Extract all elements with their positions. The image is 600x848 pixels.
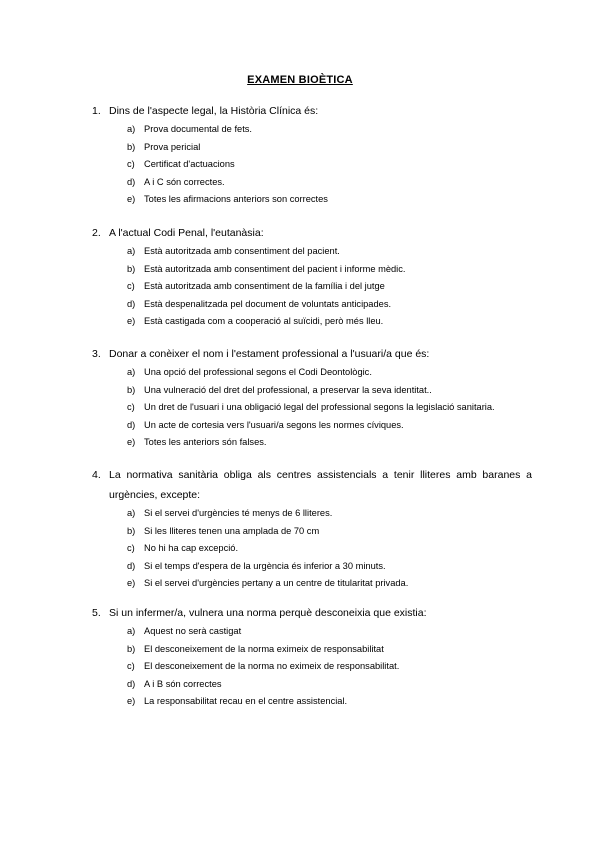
option-b: [92, 139, 532, 157]
option-text: Està autoritzada amb consentiment del pacient i informe mèdic.: [144, 263, 406, 274]
option-list: [92, 243, 532, 331]
option-text: No hi ha cap excepció.: [144, 543, 239, 553]
option-text: Totes les anteriors són falses.: [144, 437, 267, 447]
question-number: 4.: [92, 469, 101, 481]
option-letter: d): [127, 298, 136, 309]
option-text: Una opció del professional segons el Codi Deontològic.: [144, 367, 372, 377]
option-e: [92, 191, 532, 209]
option-e: [92, 575, 532, 593]
option-text: Està despenalitzada pel document de voluntats anticipades.: [144, 298, 392, 309]
option-a: [92, 623, 532, 641]
question-number: 3.: [92, 348, 101, 360]
option-letter: d): [127, 678, 136, 689]
option-a: [92, 505, 532, 523]
question-number: 1.: [92, 105, 101, 117]
option-b: [92, 261, 532, 279]
option-a: [92, 364, 532, 382]
question-4: [92, 465, 532, 593]
option-text: Si el servei d'urgències té menys de 6 lliteres.: [144, 508, 333, 518]
option-a: [92, 243, 532, 261]
option-text: Està autoritzada amb consentiment del pacient.: [144, 246, 340, 256]
option-text: El desconeixement de la norma eximeix de responsabilitat: [144, 643, 384, 654]
question-1: [92, 101, 532, 209]
option-letter: e): [127, 437, 136, 447]
question-number: 2.: [92, 227, 101, 239]
option-letter: b): [127, 141, 136, 152]
option-text: La responsabilitat recau en el centre assistencial.: [144, 696, 348, 706]
option-text: Aquest no serà castigat: [144, 626, 242, 636]
option-letter: d): [127, 176, 136, 187]
option-text: Està castigada com a cooperació al suïcidi, però més lleu.: [144, 316, 384, 326]
option-text: Un dret de l'usuari i una obligació legal del professional segons la legislació sanitaria.: [144, 402, 495, 412]
option-text: Certificat d'actuacions: [144, 159, 235, 169]
option-letter: b): [127, 525, 136, 536]
option-list: [92, 623, 532, 711]
option-list: [92, 364, 532, 452]
question-text: Dins de l'aspecte legal, la Història Clínica és:: [109, 105, 319, 117]
option-letter: b): [127, 384, 136, 395]
question-5: [92, 603, 532, 711]
option-letter: a): [127, 124, 136, 134]
option-letter: a): [127, 626, 136, 636]
option-list: [92, 505, 532, 593]
option-b: [92, 641, 532, 659]
option-text: Prova pericial: [144, 141, 201, 152]
option-c: [92, 658, 532, 676]
option-text: Totes les afirmacions anteriors son correctes: [144, 194, 328, 204]
option-letter: e): [127, 316, 136, 326]
question-text: A l'actual Codi Penal, l'eutanàsia:: [109, 227, 264, 239]
option-e: [92, 313, 532, 331]
option-c: [92, 156, 532, 174]
option-text: A i B són correctes: [144, 678, 222, 689]
option-d: [92, 558, 532, 576]
option-letter: c): [127, 402, 135, 412]
option-text: El desconeixement de la norma no eximeix de responsabilitat.: [144, 661, 400, 671]
option-letter: c): [127, 281, 135, 291]
option-d: [92, 174, 532, 192]
option-text: A i C són correctes.: [144, 176, 225, 187]
option-d: [92, 417, 532, 435]
question-number: 5.: [92, 607, 101, 619]
option-letter: e): [127, 578, 136, 588]
option-letter: c): [127, 543, 135, 553]
question-3: [92, 344, 532, 452]
option-text: Un acte de cortesia vers l'usuari/a segons les normes cíviques.: [144, 419, 404, 430]
option-b: [92, 382, 532, 400]
option-list: [92, 121, 532, 209]
page-title: EXAMEN BIOÈTICA: [247, 74, 353, 86]
option-e: [92, 434, 532, 452]
question-stem: [92, 223, 532, 243]
question-text: Si un infermer/a, vulnera una norma perquè desconeixia que existia:: [109, 607, 427, 619]
option-letter: b): [127, 643, 136, 654]
option-text: Si el temps d'espera de la urgència és inferior a 30 minuts.: [144, 560, 386, 571]
option-letter: a): [127, 508, 136, 518]
option-c: [92, 540, 532, 558]
option-letter: c): [127, 661, 135, 671]
option-letter: d): [127, 560, 136, 571]
option-text: Una vulneració del dret del professional, a preservar la seva identitat..: [144, 384, 432, 395]
option-text: Prova documental de fets.: [144, 124, 253, 134]
option-text: Està autoritzada amb consentiment de la família i del jutge: [144, 281, 385, 291]
option-d: [92, 296, 532, 314]
option-c: [92, 278, 532, 296]
option-letter: a): [127, 367, 136, 377]
option-letter: d): [127, 419, 136, 430]
option-c: [92, 399, 532, 417]
option-e: [92, 693, 532, 711]
option-text: Si el servei d'urgències pertany a un centre de titularitat privada.: [144, 578, 409, 588]
option-d: [92, 676, 532, 694]
option-letter: e): [127, 696, 136, 706]
option-letter: e): [127, 194, 136, 204]
question-text: Donar a conèixer el nom i l'estament professional a l'usuari/a que és:: [109, 348, 430, 360]
option-a: [92, 121, 532, 139]
question-2: [92, 223, 532, 331]
question-stem: [92, 344, 532, 364]
option-letter: a): [127, 246, 136, 256]
option-text: Si les lliteres tenen una amplada de 70 cm: [144, 525, 320, 536]
question-text: La normativa sanitària obliga als centres assistencials a tenir lliteres amb baranes a urgències, excepte:: [109, 469, 532, 501]
question-stem: [92, 465, 532, 505]
option-letter: b): [127, 263, 136, 274]
option-b: [92, 523, 532, 541]
question-stem: [92, 603, 532, 623]
option-letter: c): [127, 159, 135, 169]
question-stem: [92, 101, 532, 121]
